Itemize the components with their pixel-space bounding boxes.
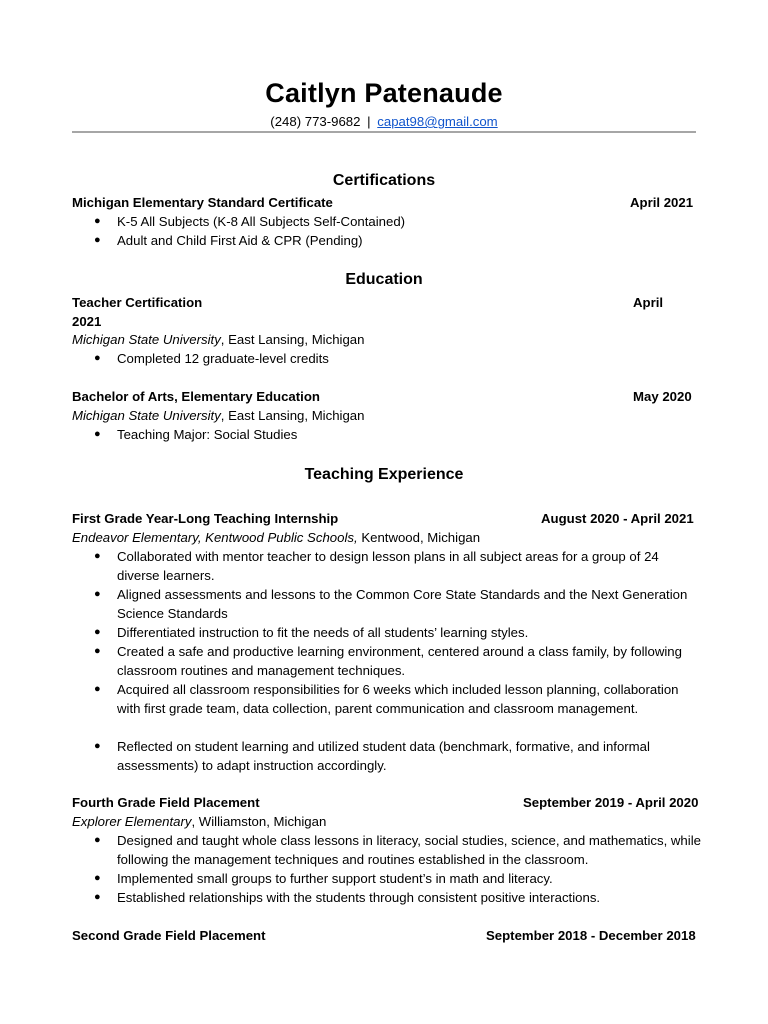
institution-location: , East Lansing, Michigan [220,332,365,347]
bullet-icon: ● [94,588,101,600]
experience-school-line [72,528,480,547]
experience-title: Fourth Grade Field Placement [72,795,260,810]
school-name: Endeavor Elementary, Kentwood Public Schools, [72,530,358,545]
certifications-heading: Certifications [332,172,436,189]
education-title: Bachelor of Arts, Elementary Education [72,389,320,404]
experience-bullet: Collaborated with mentor teacher to design lesson plans in all subject areas for a group of 24 diverse learners. [117,549,659,583]
institution-name: Michigan State University [72,408,221,423]
education-date-wrap: 2021 [72,314,102,329]
experience-bullet: Aligned assessments and lessons to the Common Core State Standards and the Next Generation Science Standards [117,587,688,621]
experience-date: September 2019 - April 2020 [523,795,699,810]
experience-title: Second Grade Field Placement [72,928,266,943]
header-divider [72,131,696,133]
bullet-icon: ● [94,740,101,752]
education-bullet: Teaching Major: Social Studies [117,427,298,442]
experience-title: First Grade Year-Long Teaching Internship [72,511,339,526]
bullet-icon: ● [94,872,101,884]
contact-line [0,114,768,129]
email-link[interactable]: capat98@gmail.com [377,114,498,129]
bullet-icon: ● [94,626,101,638]
education-date: April [633,295,664,310]
experience-bullet: Reflected on student learning and utilized student data (benchmark, formative, and informal assessments) to adapt instruction accordingly. [117,739,650,773]
certificate-title: Michigan Elementary Standard Certificate [72,195,333,210]
experience-bullet: Acquired all classroom responsibilities for 6 weeks which included lesson planning, collaboration with first grade team, data collection, parent communication and classroom management. [117,682,679,716]
certificate-bullet: K-5 All Subjects (K-8 All Subjects Self-Contained) [117,214,406,229]
school-name: Explorer Elementary [72,814,192,829]
candidate-name: Caitlyn Patenaude [265,78,503,108]
education-bullet: Completed 12 graduate-level credits [117,351,329,366]
certificate-bullet: Adult and Child First Aid & CPR (Pending) [117,233,363,248]
bullet-icon: ● [94,891,101,903]
bullet-icon: ● [94,428,101,440]
education-date: May 2020 [633,389,692,404]
experience-bullet: Created a safe and productive learning environment, centered around a class family, by following classroom routines and management techniques. [117,644,682,678]
education-title: Teacher Certification [72,295,203,310]
education-institution-line [72,330,364,349]
experience-date: September 2018 - December 2018 [486,928,696,943]
education-heading: Education [345,271,423,288]
bullet-icon: ● [94,215,101,227]
institution-location: , East Lansing, Michigan [220,408,365,423]
institution-name: Michigan State University [72,332,221,347]
experience-bullet: Implemented small groups to further support student’s in math and literacy. [117,871,553,886]
bullet-icon: ● [94,645,101,657]
bullet-icon: ● [94,683,101,695]
education-institution-line [72,406,364,425]
school-location: Kentwood, Michigan [357,530,481,545]
bullet-icon: ● [94,550,101,562]
bullet-icon: ● [94,352,101,364]
school-location: , Williamston, Michigan [191,814,327,829]
experience-heading: Teaching Experience [304,466,464,483]
contact-separator: | [367,114,371,129]
experience-school-line [72,812,326,831]
bullet-icon: ● [94,834,101,846]
phone-number: (248) 773-9682 [270,114,361,129]
experience-date: August 2020 - April 2021 [541,511,694,526]
experience-bullet: Designed and taught whole class lessons in literacy, social studies, science, and mathematics, while following the management techniques and routines established in the classroom. [117,833,701,867]
bullet-icon: ● [94,234,101,246]
experience-bullet: Differentiated instruction to fit the needs of all students’ learning styles. [117,625,529,640]
experience-bullet: Established relationships with the students through consistent positive interactions. [117,890,601,905]
certificate-date: April 2021 [630,195,694,210]
